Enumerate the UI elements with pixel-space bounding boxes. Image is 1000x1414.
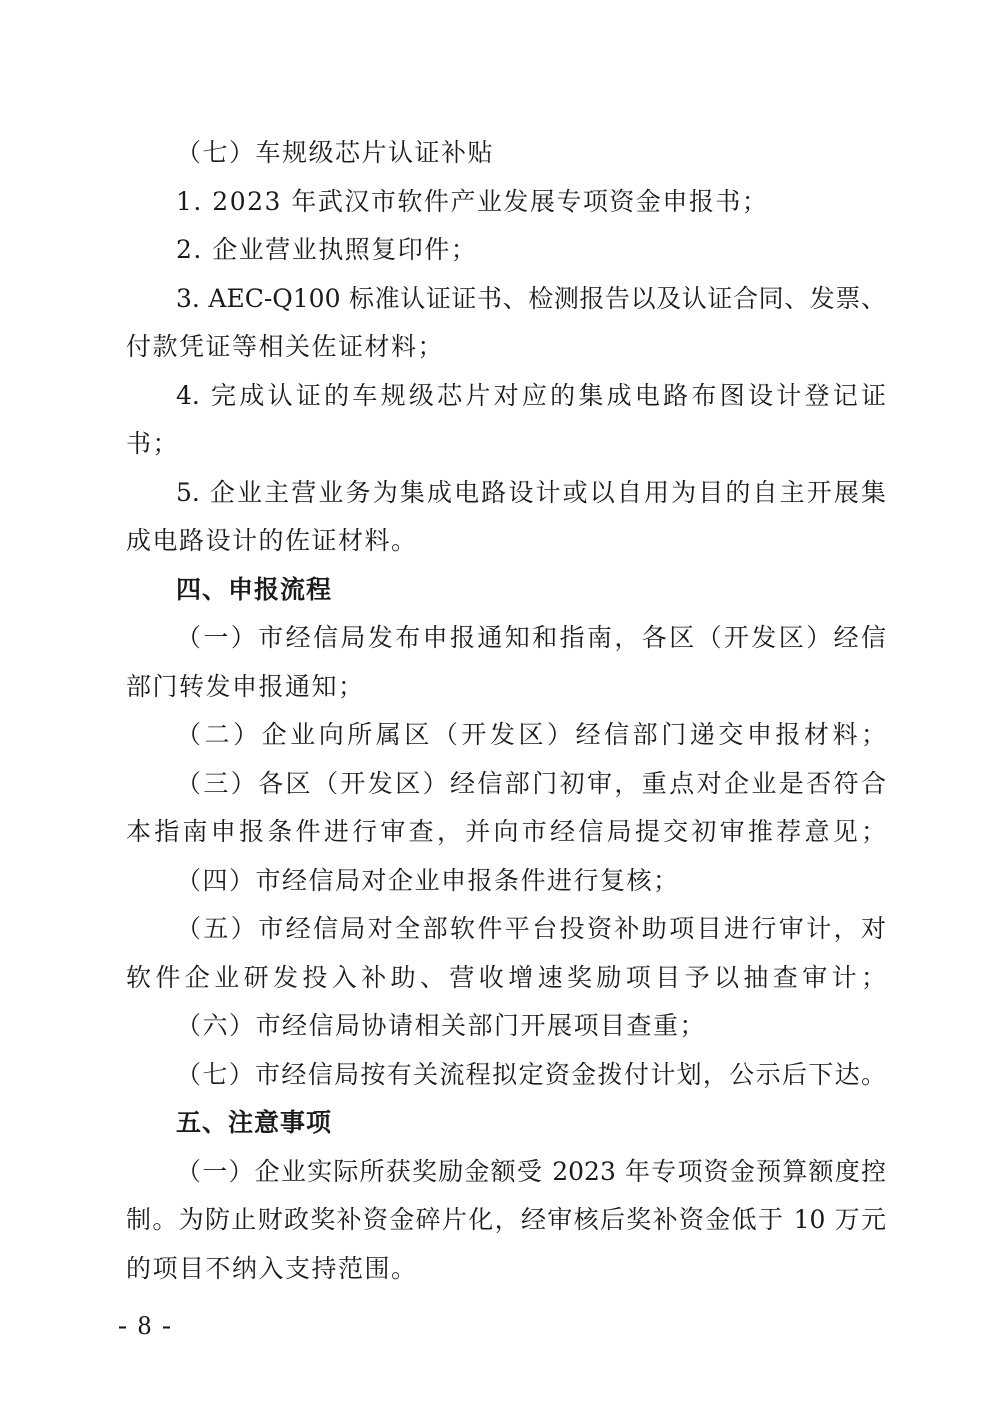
list-item-continuation: 制。为防止财政奖补资金碎片化，经审核后奖补资金低于 10 万元 (126, 1205, 886, 1234)
list-item: （七）市经信局按有关流程拟定资金拨付计划，公示后下达。 (176, 1060, 886, 1089)
list-item: （一）企业实际所获奖励金额受 2023 年专项资金预算额度控 (176, 1157, 886, 1186)
list-item: 1. 2023 年武汉市软件产业发展专项资金申报书； (176, 187, 769, 216)
list-item-continuation: 部门转发申报通知； (126, 672, 365, 701)
subheading-chip-certification: （七）车规级芯片认证补贴 (176, 138, 495, 167)
list-item: 2. 企业营业执照复印件； (176, 235, 478, 264)
section-heading-application-process: 四、申报流程 (176, 575, 333, 604)
list-item-continuation: 的项目不纳入支持范围。 (126, 1254, 418, 1283)
section-heading-notes: 五、注意事项 (176, 1108, 333, 1137)
list-item: 5. 企业主营业务为集成电路设计或以自用为目的自主开展集 (176, 478, 886, 507)
list-item: （三）各区（开发区）经信部门初审，重点对企业是否符合 (176, 769, 886, 798)
list-item: （一）市经信局发布申报通知和指南，各区（开发区）经信 (176, 623, 886, 652)
list-item-continuation: 成电路设计的佐证材料。 (126, 526, 418, 555)
list-item: 4. 完成认证的车规级芯片对应的集成电路布图设计登记证 (176, 381, 886, 410)
page-number: - 8 - (118, 1310, 173, 1340)
list-item: （五）市经信局对全部软件平台投资补助项目进行审计，对 (176, 914, 886, 943)
list-item-continuation: 软件企业研发投入补助、营收增速奖励项目予以抽查审计； (126, 963, 886, 992)
list-item: （二）企业向所属区（开发区）经信部门递交申报材料； (176, 720, 886, 749)
list-item-continuation: 付款凭证等相关佐证材料； (126, 332, 445, 361)
list-item-continuation: 本指南申报条件进行审查，并向市经信局提交初审推荐意见； (126, 817, 886, 846)
list-item-continuation: 书； (126, 429, 180, 458)
list-item: （四）市经信局对企业申报条件进行复核； (176, 866, 680, 895)
list-item: 3. AEC-Q100 标准认证证书、检测报告以及认证合同、发票、 (176, 284, 886, 313)
list-item: （六）市经信局协请相关部门开展项目查重； (176, 1011, 707, 1040)
